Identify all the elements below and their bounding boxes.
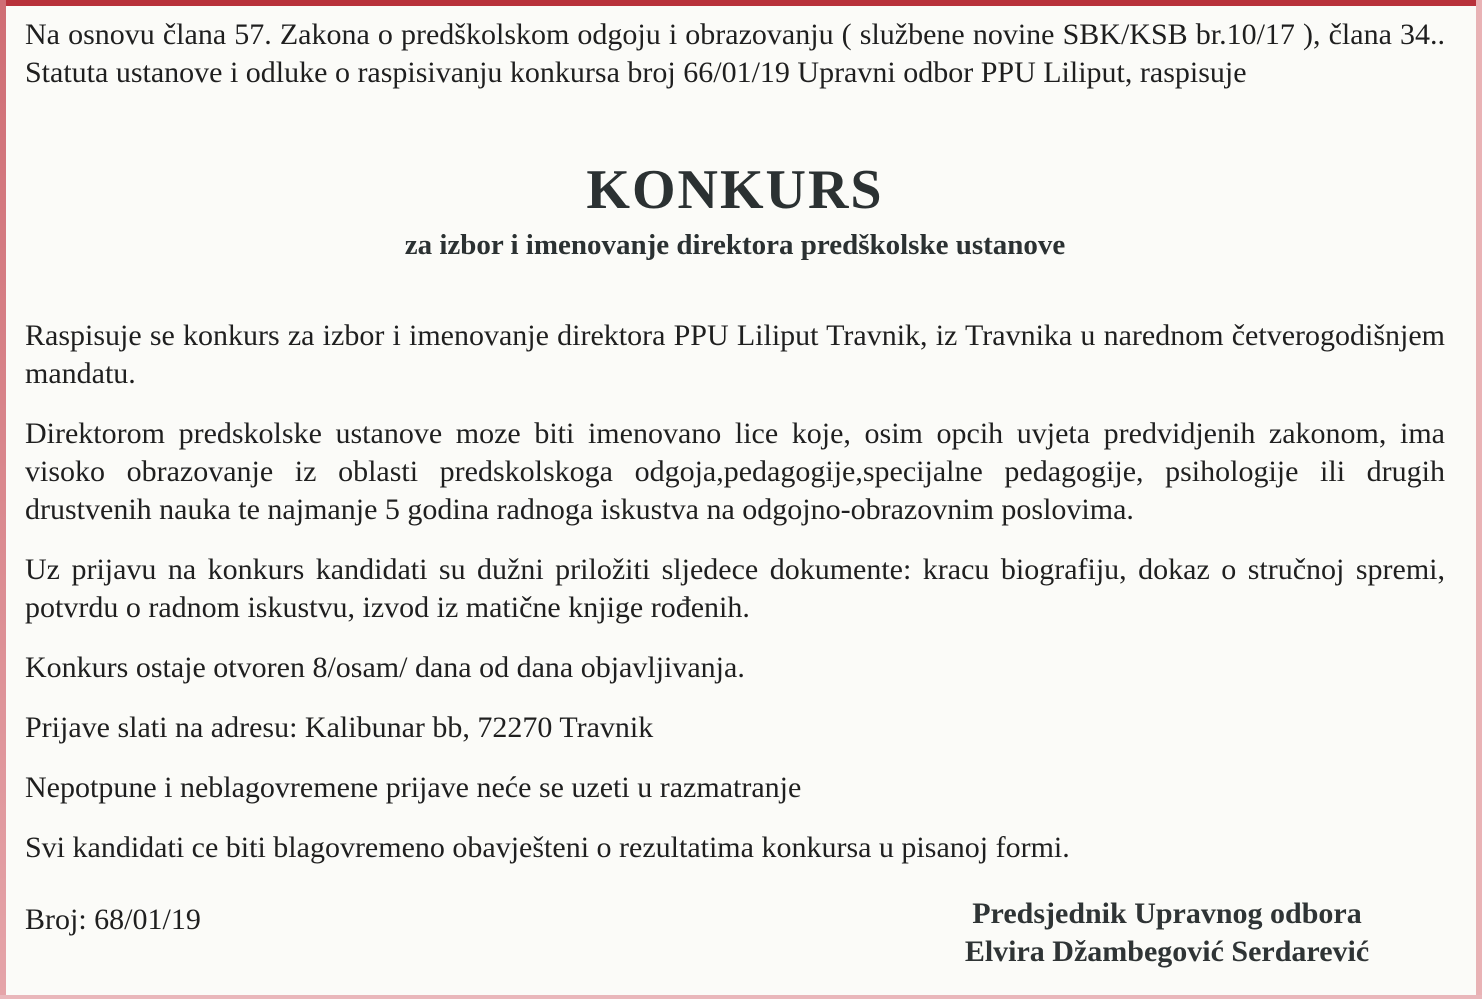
signature-name: Elvira Džambegović Serdarević — [964, 935, 1370, 968]
reference-number: Broj: 68/01/19 — [25, 903, 201, 936]
signature-role: Predsjednik Upravnog odbora — [972, 897, 1362, 930]
document-content — [25, 16, 1445, 971]
top-border — [0, 0, 1482, 6]
left-border — [0, 0, 6, 999]
line-notification: Svi kandidati ce biti blagovremeno obavješteni o rezultatima konkursa u pisanoj formi. — [25, 831, 1070, 864]
document-footer — [25, 895, 1445, 971]
paragraph-requirements: Direktorom predskolske ustanove moze biti imenovano lice koje, osim opcih uvjeta predvidjenih zakonom, ima visoko obrazovanje iz oblasti predskolskoga odgoja,pedagogije,specijalne pedagogije, psihologije ili drugih drustvenih nauka te najmanje 5 godina radnoga iskustva na odgojno-obrazovnim poslovima. — [25, 417, 1445, 526]
document-subtitle: za izbor i imenovanje direktora predškolske ustanove — [404, 229, 1066, 261]
paragraph-documents: Uz prijavu na konkurs kandidati su dužni priložiti sljedece dokumente: kracu biografiju, dokaz o stručnoj spremi, potvrdu o radnom iskustvu, izvod iz matične knjige rođenih. — [25, 553, 1445, 624]
signature-block — [947, 895, 1387, 971]
line-deadline: Konkurs ostaje otvoren 8/osam/ dana od dana objavljivanja. — [25, 651, 745, 684]
line-address: Prijave slati na adresu: Kalibunar bb, 72270 Travnik — [25, 711, 654, 744]
right-border — [1476, 0, 1482, 999]
bottom-border — [0, 995, 1482, 999]
intro-paragraph: Na osnovu člana 57. Zakona o predškolskom odgoju i obrazovanju ( službene novine SBK/KSB br.10/17 ), člana 34.. Statuta ustanove i odluke o raspisivanju konkursa broj 66/01/19 Upravni odbor PPU Liliput, raspisuje — [25, 18, 1445, 89]
document-title: KONKURS — [586, 159, 884, 221]
line-incomplete-applications: Nepotpune i neblagovremene prijave neće se uzeti u razmatranje — [25, 771, 802, 804]
paragraph-announcement: Raspisuje se konkurs za izbor i imenovanje direktora PPU Liliput Travnik, iz Travnika u narednom četverogodišnjem mandatu. — [25, 319, 1445, 390]
